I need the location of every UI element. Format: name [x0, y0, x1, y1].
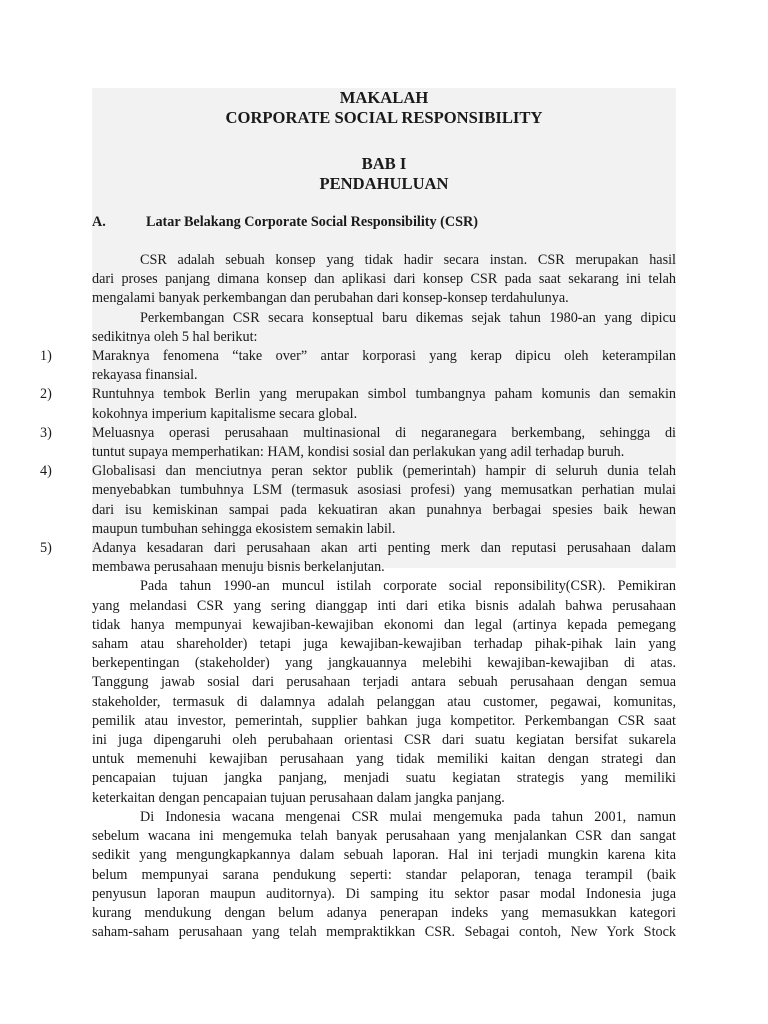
document-title-line-2: CORPORATE SOCIAL RESPONSIBILITY — [225, 108, 543, 127]
document-body — [40, 88, 676, 942]
paragraph-line: pemilik atau investor, pemerintah, supplier bahkan juga kompetitor. Perkembangan CSR saat — [92, 712, 676, 729]
document-title-line-1: MAKALAH — [339, 88, 429, 107]
paragraph-line: Perkembangan CSR secara konseptual baru dikemas sejak tahun 1980-an yang dipicu — [140, 309, 676, 326]
paragraph-line: saham atau shareholder) tetapi juga kewajiban-kewajiban terhadap pihak-pihak lain yang — [92, 636, 676, 653]
paragraph-line: yang melandasi CSR yang sering dianggap inti dari etika bisnis adalah bahwa perusahaan — [92, 597, 676, 614]
paragraph-line: keterkaitan dengan pencapaian tujuan perusahaan dalam jangka panjang. — [92, 789, 505, 806]
section-title: Latar Belakang Corporate Social Responsibility (CSR) — [146, 214, 478, 230]
list-item-number: 3) — [40, 424, 52, 441]
list-item-line: dari isu kemiskinan sampai pada kekuatiran akan punahnya berbagai spesies baik hewan — [92, 501, 676, 518]
list-item-line: Maraknya fenomena “take over” antar korporasi yang kerap dipicu oleh keterampilan — [92, 348, 676, 365]
list-item-number: 5) — [40, 540, 52, 557]
list-item-line: kokohnya imperium kapitalisme secara global. — [92, 405, 358, 422]
paragraph-line: untuk memenuhi kewajiban perusahaan yang tidak memiliki kaitan dengan strategi dan — [92, 751, 676, 768]
list-item-line: menyebabkan tumbuhnya LSM (termasuk asosiasi profesi) yang memusatkan perhatian mulai — [92, 482, 676, 499]
list-item-line: tuntut supaya memperhatikan: HAM, kondisi sosial dan perlakukan yang adil terhadap buruh. — [92, 444, 625, 461]
list-item-line: maupun tumbuhan sehingga ekosistem semakin labil. — [92, 520, 396, 537]
list-item — [40, 385, 676, 423]
paragraph-line: pencapaian tujuan jangka panjang, menjadi suatu kegiatan strategis yang memiliki — [92, 770, 676, 787]
chapter-number: BAB I — [361, 154, 407, 173]
second-paragraph — [92, 309, 676, 347]
list-item-line: membawa perusahaan menuju bisnis berkelanjutan. — [92, 559, 385, 576]
list-item-line: Adanya kesadaran dari perusahaan akan arti penting merk dan reputasi perusahaan dalam — [92, 540, 676, 557]
list-item — [40, 347, 676, 385]
paragraph-line: mengalami banyak perkembangan dan perubahan dari konsep-konsep terdahulunya. — [92, 290, 569, 307]
list-item — [40, 539, 676, 577]
paragraph-line: Pada tahun 1990-an muncul istilah corporate social reponsibility(CSR). Pemikiran — [140, 578, 676, 595]
paragraph-line: CSR adalah sebuah konsep yang tidak hadir secara instan. CSR merupakan hasil — [140, 252, 676, 268]
paragraph-line: sedikitnya oleh 5 hal berikut: — [92, 328, 258, 345]
paragraph-line: sebelum wacana ini mengemuka telah banyak perusahaan yang menjalankan CSR dan sangat — [92, 828, 676, 845]
paragraph-line: penyusun laporan maupun auditornya). Di samping itu sektor pasar modal Indonesia juga — [92, 885, 676, 902]
paragraph-line: belum mempunyai sarana pendukung seperti: standar pelaporan, tenaga terampil (baik — [92, 866, 676, 883]
chapter-title: PENDAHULUAN — [319, 174, 449, 193]
paragraph-line: sedikit yang mengungkapkannya dalam sebuah laporan. Hal ini terjadi mungkin karena kita — [92, 847, 676, 864]
list-item-number: 1) — [40, 348, 52, 365]
paragraph-line: Di Indonesia wacana mengenai CSR mulai mengemuka pada tahun 2001, namun — [140, 808, 676, 825]
numbered-list — [40, 347, 676, 577]
paragraph-line: ini juga dipengaruhi oleh perubahaan orientasi CSR dari suatu kegiatan bersifat sukarela — [92, 732, 676, 749]
section-number: A. — [92, 214, 106, 230]
list-item-line: Meluasnya operasi perusahaan multinasional di negaranegara berkembang, sehingga di — [92, 424, 676, 441]
paragraph-line: stakeholder, termasuk di dalamnya adalah pelanggan atau customer, pegawai, komunitas, — [92, 693, 676, 710]
list-item-number: 4) — [40, 463, 52, 480]
list-item-line: Globalisasi dan menciutnya peran sektor publik (pemerintah) hampir di seluruh dunia telah — [92, 463, 676, 480]
paragraph-line: kurang mendukung dengan belum adanya penerapan indeks yang memasukkan kategori — [92, 904, 676, 921]
list-item-line: rekayasa finansial. — [92, 367, 198, 384]
paragraph-line: dari proses panjang dimana konsep dan aplikasi dari konsep CSR pada saat sekarang ini telah — [92, 271, 676, 288]
intro-paragraph — [92, 251, 676, 309]
paragraph-line: saham-saham perusahaan yang telah mempraktikkan CSR. Sebagai contoh, New York Stock — [92, 924, 676, 941]
section-heading — [92, 213, 676, 232]
paragraph-line: Tanggung jawab sosial dari perusahaan terjadi antara sebuah perusahaan dengan semua — [92, 674, 676, 691]
third-paragraph — [92, 577, 676, 807]
list-item-number: 2) — [40, 386, 52, 403]
list-item — [40, 424, 676, 462]
list-item — [40, 462, 676, 539]
paragraph-line: tidak hanya mempunyai kewajiban-kewajiban ekonomi dan legal (artinya kepada pemegang — [92, 616, 676, 633]
paragraph-line: berkepentingan (stakeholder) yang jangkauannya melebihi kewajiban-kewajiban di atas. — [92, 655, 676, 672]
list-item-line: Runtuhnya tembok Berlin yang merupakan simbol tumbangnya paham komunis dan semakin — [92, 386, 676, 403]
fourth-paragraph — [92, 808, 676, 942]
